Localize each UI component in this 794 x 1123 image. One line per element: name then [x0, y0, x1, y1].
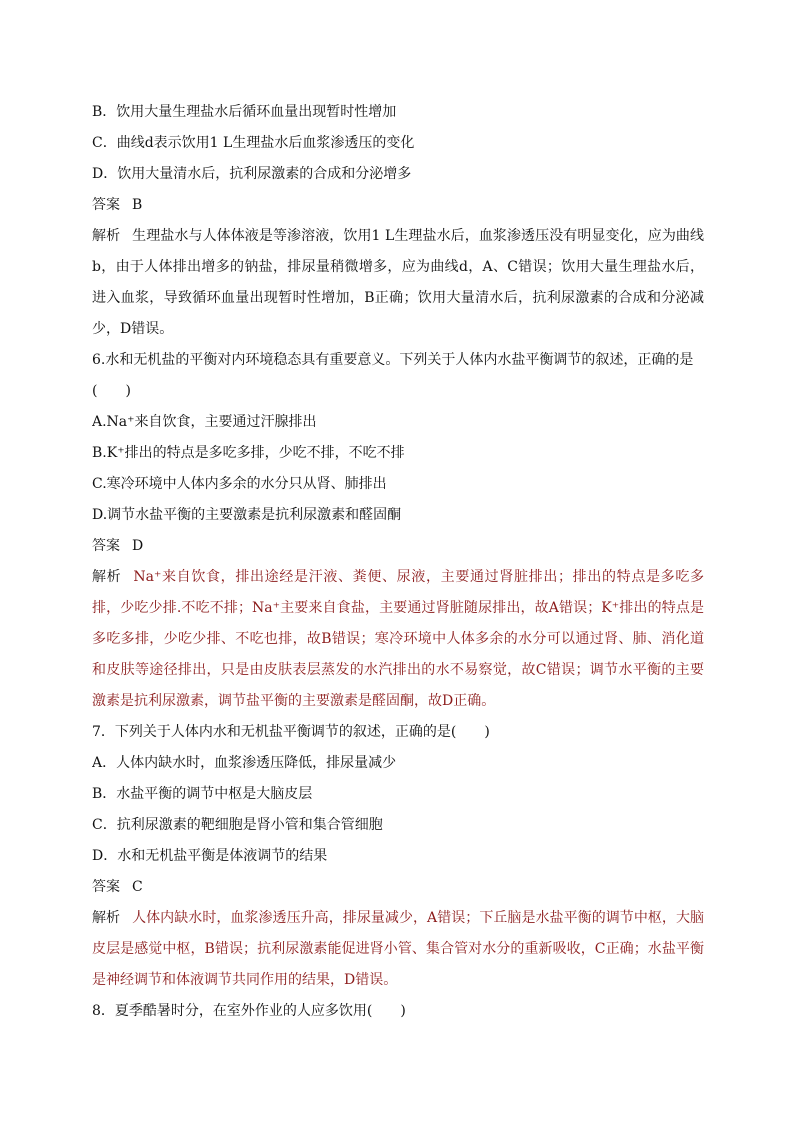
analysis-label: 解析: [92, 228, 121, 244]
q6-option-b: B.K⁺排出的特点是多吃多排，少吃不排，不吃不排: [92, 445, 405, 461]
q8-stem: 8．夏季酷暑时分，在室外作业的人应多饮用( ): [92, 1003, 406, 1019]
answer-label: 答案: [92, 197, 120, 213]
answer-label: 答案: [92, 879, 120, 895]
q7-option-b: B．水盐平衡的调节中枢是大脑皮层: [92, 786, 313, 802]
q6-analysis: [92, 562, 704, 717]
q5-option-b: B．饮用大量生理盐水后循环血量出现暂时性增加: [92, 104, 397, 120]
answer-value: D: [132, 538, 144, 554]
q7-analysis: [92, 903, 704, 996]
q6-answer: [92, 531, 704, 562]
analysis-text: 生理盐水与人体体液是等渗溶液，饮用1 L生理盐水后，血浆渗透压没有明显变化，应为曲线b，由于人体排出增多的钠盐，排尿量稍微增多，应为曲线d，A、C错误；饮用大量生理盐水后，进入血浆，导致循环血量出现暂时性增加，B正确；饮用大量清水后，抗利尿激素的合成和分泌减少，D错误。: [92, 228, 705, 337]
q6-option-d: D.调节水盐平衡的主要激素是抗利尿激素和醛固酮: [92, 507, 402, 523]
q5-analysis: [92, 221, 704, 345]
q5-option-c: C．曲线d表示饮用1 L生理盐水后血浆渗透压的变化: [92, 135, 415, 151]
q6-option-a: A.Na⁺来自饮食，主要通过汗腺排出: [92, 414, 317, 430]
analysis-label: 解析: [92, 569, 122, 585]
analysis-text: Na⁺来自饮食，排出途经是汗液、粪便、尿液，主要通过肾脏排出；排出的特点是多吃多排，少吃少排.不吃不排；Na⁺主要来自食盐，主要通过肾脏随尿排出，故A错误；K⁺排出的特点是多吃多排，少吃少排、不吃也排，故B错误；寒冷环境中人体多余的水分可以通过肾、肺、消化道和皮肤等途径排出，只是由皮肤表层蒸发的水汽排出的水不易察觉，故C错误；调节水平衡的主要激素是抗利尿激素，调节盐平衡的主要激素是醛固酮，故D正确。: [92, 569, 705, 709]
content-column: [92, 97, 704, 1027]
answer-value: B: [132, 197, 143, 213]
answer-label: 答案: [92, 538, 120, 554]
analysis-text: 人体内缺水时，血浆渗透压升高，排尿量减少，A错误；下丘脑是水盐平衡的调节中枢，大脑皮层是感觉中枢，B错误；抗利尿激素能促进肾小管、集合管对水分的重新吸收，C正确；水盐平衡是神经调节和体液调节共同作用的结果，D错误。: [92, 910, 705, 988]
q7-answer: [92, 872, 704, 903]
q6-option-c: C.寒冷环境中人体内多余的水分只从肾、肺排出: [92, 476, 387, 492]
q7-option-a: A．人体内缺水时，血浆渗透压降低，排尿量减少: [92, 755, 397, 771]
q7-option-d: D．水和无机盐平衡是体液调节的结果: [92, 848, 328, 864]
q5-answer: [92, 190, 704, 221]
answer-value: C: [132, 879, 143, 895]
q7-stem: 7．下列关于人体内水和无机盐平衡调节的叙述，正确的是( ): [92, 724, 490, 740]
q7-option-c: C．抗利尿激素的靶细胞是肾小管和集合管细胞: [92, 817, 383, 833]
question-text: 6.水和无机盐的平衡对内环境稳态具有重要意义。下列关于人体内水盐平衡调节的叙述，正确的是: [92, 352, 694, 368]
q6-stem: [92, 345, 704, 376]
analysis-label: 解析: [92, 910, 121, 926]
q5-option-d: D．饮用大量清水后，抗利尿激素的合成和分泌增多: [92, 166, 412, 182]
q6-paren: ( ): [92, 383, 131, 399]
